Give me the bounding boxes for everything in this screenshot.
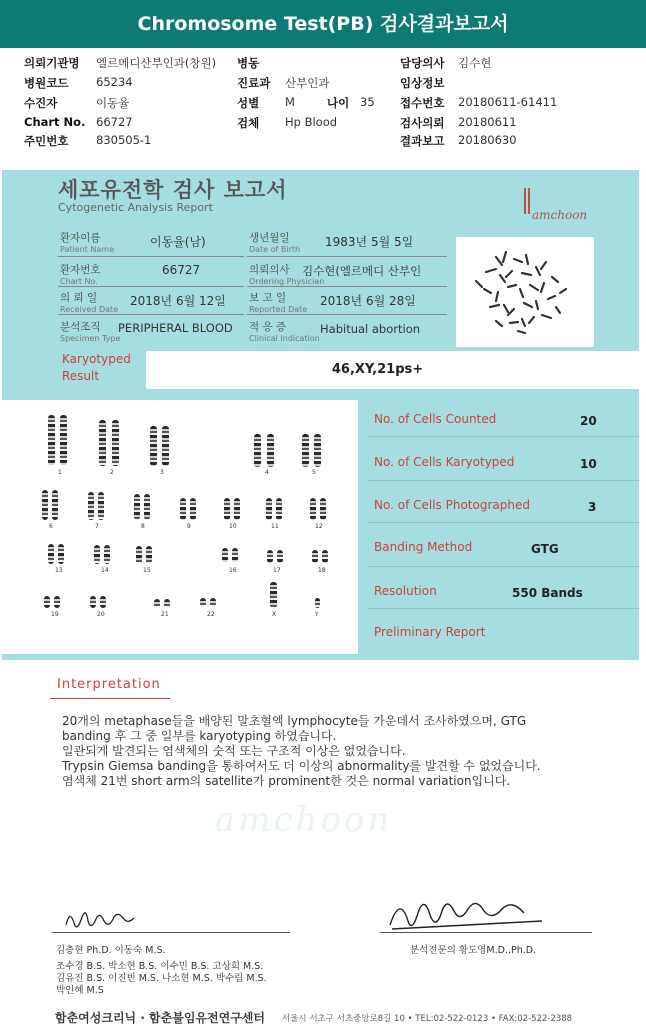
chromosome xyxy=(112,420,119,466)
stat-row xyxy=(368,609,639,652)
cytogenetic-report xyxy=(2,170,639,660)
indication-label-en: Clinical Indication xyxy=(249,334,320,343)
interpretation-line: Trypsin Giemsa banding을 통하여서도 더 이상의 abnormality를 발견할 수 없었습니다. xyxy=(62,759,541,773)
stat-label: No. of Cells Karyotyped xyxy=(374,455,515,469)
chromosome xyxy=(277,550,283,563)
stat-label: Resolution xyxy=(374,584,437,598)
chromosome xyxy=(315,598,320,608)
patient-name-field xyxy=(60,230,114,254)
accession-label: 접수번호 xyxy=(400,96,445,110)
metaphase-chromosomes-icon xyxy=(456,237,594,347)
signature-right-icon xyxy=(382,895,552,935)
report-title-ko: 세포유전학 검사 보고서 xyxy=(58,178,288,202)
dob-field xyxy=(249,230,300,254)
stat-row xyxy=(368,437,639,481)
reported-label-en: Reported Date xyxy=(249,305,308,314)
chromosome xyxy=(312,550,318,563)
doctor-value: 김수현 xyxy=(458,56,492,70)
interpretation-text xyxy=(62,714,622,789)
chromosome-number: 14 xyxy=(101,567,109,574)
footer-institution: 함춘여성크리닉 · 함춘불임유전연구센터 xyxy=(55,1011,265,1025)
karyogram-image xyxy=(2,400,358,654)
stat-value: 20 xyxy=(580,414,597,428)
hospital-code-value: 65234 xyxy=(96,75,133,89)
chromosome xyxy=(314,434,321,467)
logo-text: amchoon xyxy=(532,208,588,222)
chromosome-number: Y xyxy=(315,611,319,618)
chromosome xyxy=(44,596,50,608)
chromosome xyxy=(42,490,48,520)
chromosome-number: 19 xyxy=(51,611,59,618)
chromosome-number: 15 xyxy=(143,567,151,574)
sex-value: M xyxy=(285,95,295,109)
chromosome xyxy=(94,545,100,564)
chromosome xyxy=(52,490,58,520)
chromosome xyxy=(162,426,169,466)
chromosome-number: 20 xyxy=(97,611,105,618)
footer xyxy=(0,1006,646,1030)
karyotype-label-line1: Karyotyped xyxy=(62,352,131,366)
chromosome-number: 7 xyxy=(95,523,99,530)
stat-row xyxy=(368,567,639,609)
result-label: 결과보고 xyxy=(400,134,445,148)
karyotype-result: 46,XY,21ps+ xyxy=(146,351,639,389)
interpretation-underline xyxy=(50,698,170,699)
chromosome-number: 13 xyxy=(55,567,63,574)
specimen-value: Hp Blood xyxy=(285,115,338,129)
staff-list-line: 김유진 B.S. 이진빈 M.S. 나소현 M.S. 박수림 M.S. xyxy=(56,973,267,984)
stat-label: No. of Cells Photographed xyxy=(374,498,530,512)
specimen-field xyxy=(60,319,120,343)
chromosome xyxy=(254,434,261,467)
chromosome-number: 16 xyxy=(229,567,237,574)
divider xyxy=(247,256,447,257)
chromosome xyxy=(104,545,110,564)
chromosome xyxy=(266,498,272,520)
institution-value: 엘르메디산부인과(창원) xyxy=(96,56,217,70)
chromosome xyxy=(144,494,150,520)
chromosome xyxy=(134,494,140,520)
interpretation-line: 20개의 metaphase들을 배양된 말초혈액 lymphocyte들 가운데서 조사하였으며, GTG xyxy=(62,714,527,728)
chromosome-number: 21 xyxy=(161,611,169,618)
signature-line-right xyxy=(380,932,592,933)
reported-value: 2018년 6월 28일 xyxy=(320,294,416,308)
chromosome xyxy=(48,544,54,564)
stat-value: GTG xyxy=(531,542,559,556)
chromosome-number: 5 xyxy=(312,469,316,476)
stat-row xyxy=(368,523,639,567)
result-value: 20180630 xyxy=(458,133,517,147)
reported-label: 보 고 일 xyxy=(249,292,287,304)
chromosome xyxy=(210,598,216,607)
chromosome-number: 4 xyxy=(265,469,269,476)
receiver-value: 이동율 xyxy=(96,96,130,110)
logo-mark-icon xyxy=(524,188,530,214)
dept-label: 진료과 xyxy=(237,76,271,90)
chromosome xyxy=(90,596,96,608)
karyotype-label xyxy=(62,351,131,385)
chart-value: 66727 xyxy=(162,263,201,277)
interpretation-line: 일관되게 발견되는 염색체의 숫적 또는 구조적 이상은 없었습니다. xyxy=(62,744,406,758)
metaphase-spread-image xyxy=(456,237,594,347)
chromosome-number: 8 xyxy=(141,523,145,530)
physician-value: 김수현(엘르메디 산부인 xyxy=(302,264,422,278)
header-info xyxy=(0,50,646,162)
chromosome xyxy=(100,596,106,608)
divider xyxy=(247,286,447,287)
chart-label-en: Chart No. xyxy=(60,277,98,286)
chromosome-number: 6 xyxy=(49,523,53,530)
accession-value: 20180611-61411 xyxy=(458,95,558,109)
interpretation-line: 염색체 21번 short arm의 satellite가 prominent한 것은 normal variation입니다. xyxy=(62,774,511,788)
stat-row xyxy=(368,400,639,437)
dob-label: 생년월일 xyxy=(249,232,290,244)
specimen-type-label-en: Specimen Type xyxy=(60,334,121,343)
chromosome xyxy=(267,550,273,563)
id-value: 830505-1 xyxy=(96,133,152,147)
chromosome-number: 3 xyxy=(160,469,164,476)
chromosome-number: X xyxy=(272,611,277,618)
physician-label-en: Ordering Physician xyxy=(249,277,325,286)
indication-value: Habitual abortion xyxy=(320,322,421,336)
stat-value: 3 xyxy=(588,500,597,514)
stat-value: 550 Bands xyxy=(512,586,583,600)
chromosome-number: 22 xyxy=(207,611,215,618)
interpretation-title: Interpretation xyxy=(57,677,161,692)
chromosome xyxy=(60,415,67,465)
signature-left-icon xyxy=(62,903,142,933)
chromosome-number: 17 xyxy=(273,567,281,574)
chromosome xyxy=(232,548,238,562)
chart-label: 환자번호 xyxy=(60,264,101,276)
chromosome xyxy=(164,599,170,608)
chromosome xyxy=(150,426,157,466)
chromosome xyxy=(276,498,282,520)
request-label: 검사의뢰 xyxy=(400,116,445,130)
patient-name-value: 이동율(남) xyxy=(150,235,206,249)
chromosome xyxy=(234,498,240,520)
ward-label: 병동 xyxy=(237,56,260,70)
chromosome xyxy=(224,498,230,520)
chromosome xyxy=(267,434,274,467)
chart-field xyxy=(60,262,101,286)
chromosome xyxy=(98,492,104,520)
chromosome-number: 9 xyxy=(187,523,191,530)
age-label: 나이 xyxy=(327,96,350,110)
chromosome xyxy=(54,596,60,608)
received-value: 2018년 6월 12일 xyxy=(130,294,226,308)
staff-list-line: 조수경 B.S. 박소현 B.S. 이수민 B.S. 고상희 M.S. xyxy=(56,961,264,972)
divider xyxy=(58,314,244,315)
indication-label: 적 응 증 xyxy=(249,321,287,333)
patient-name-label-en: Patient Name xyxy=(60,245,114,254)
chromosome-number: 1 xyxy=(58,469,62,476)
received-field xyxy=(60,290,118,314)
hamchoon-logo xyxy=(520,188,600,228)
dob-value: 1983년 5월 5일 xyxy=(325,235,414,249)
patient-name-label: 환자이름 xyxy=(60,232,101,244)
chromosome-number: 18 xyxy=(318,567,326,574)
chromosome xyxy=(222,548,228,562)
divider xyxy=(58,256,244,257)
receiver-label: 수진자 xyxy=(24,96,58,110)
chromosome xyxy=(180,498,186,520)
hamchoon-watermark: amchoon xyxy=(215,800,393,840)
chromosome xyxy=(322,550,328,563)
received-label-en: Received Date xyxy=(60,305,119,314)
signature-right-name: 분석전문의 황도영M.D.,Ph.D. xyxy=(410,945,537,956)
dept-value: 산부인과 xyxy=(285,76,330,90)
specimen-type-value: PERIPHERAL BLOOD xyxy=(118,321,233,335)
institution-label: 의뢰기관명 xyxy=(24,56,80,70)
signature-left-name: 김층현 Ph.D. 이동숙 M.S. xyxy=(56,945,166,956)
report-title-en: Cytogenetic Analysis Report xyxy=(58,201,213,214)
specimen-type-label: 분석조직 xyxy=(60,321,101,333)
chromosome xyxy=(200,598,206,607)
karyotype-label-line2: Result xyxy=(62,369,100,383)
chromosome xyxy=(310,498,316,520)
signature-line-left xyxy=(52,932,290,933)
report-banner: Chromosome Test(PB) 검사결과보고서 xyxy=(0,0,646,48)
reported-field xyxy=(249,290,307,314)
chromosome xyxy=(320,498,326,520)
stat-label: No. of Cells Counted xyxy=(374,412,497,426)
hospital-code-label: 병원코드 xyxy=(24,76,69,90)
chromosome xyxy=(58,544,64,564)
chart-value: 66727 xyxy=(96,115,133,129)
chart-label: Chart No. xyxy=(24,115,86,129)
chromosome xyxy=(88,492,94,520)
dob-label-en: Date of Birth xyxy=(249,245,301,254)
chromosome xyxy=(302,434,309,467)
staff-list-line: 박인혜 M.S xyxy=(56,985,104,996)
stat-label: Banding Method xyxy=(374,540,473,554)
footer-address: 서울시 서초구 서초중앙로8길 10 • TEL:02-522-0123 • FAX:02-522-2388 xyxy=(282,1014,573,1024)
indication-field xyxy=(249,319,320,343)
doctor-label: 담당의사 xyxy=(400,56,445,70)
stat-label: Preliminary Report xyxy=(374,625,486,639)
chromosome xyxy=(99,420,106,466)
physician-label: 의뢰의사 xyxy=(249,264,290,276)
chromosome-number: 11 xyxy=(271,523,279,530)
specimen-label: 검체 xyxy=(237,116,260,130)
chromosome xyxy=(48,415,55,465)
chromosome xyxy=(154,599,160,608)
chromosome-number: 10 xyxy=(229,523,237,530)
chromosome-number: 2 xyxy=(110,469,114,476)
chromosome xyxy=(146,546,152,564)
chromosome xyxy=(136,546,142,564)
stat-row xyxy=(368,481,639,523)
chromosome-number: 12 xyxy=(315,523,323,530)
sex-label: 성별 xyxy=(237,96,260,110)
received-label: 의 뢰 일 xyxy=(60,292,98,304)
divider xyxy=(58,286,244,287)
clinical-label: 임상정보 xyxy=(400,76,445,90)
request-value: 20180611 xyxy=(458,115,517,129)
id-label: 주민번호 xyxy=(24,134,69,148)
stat-value: 10 xyxy=(580,457,597,471)
chromosome xyxy=(190,498,196,520)
interpretation-line: banding 후 그 중 일부를 karyotyping 하였습니다. xyxy=(62,729,337,743)
chromosome xyxy=(270,582,277,608)
age-value: 35 xyxy=(360,95,375,109)
divider xyxy=(247,314,447,315)
